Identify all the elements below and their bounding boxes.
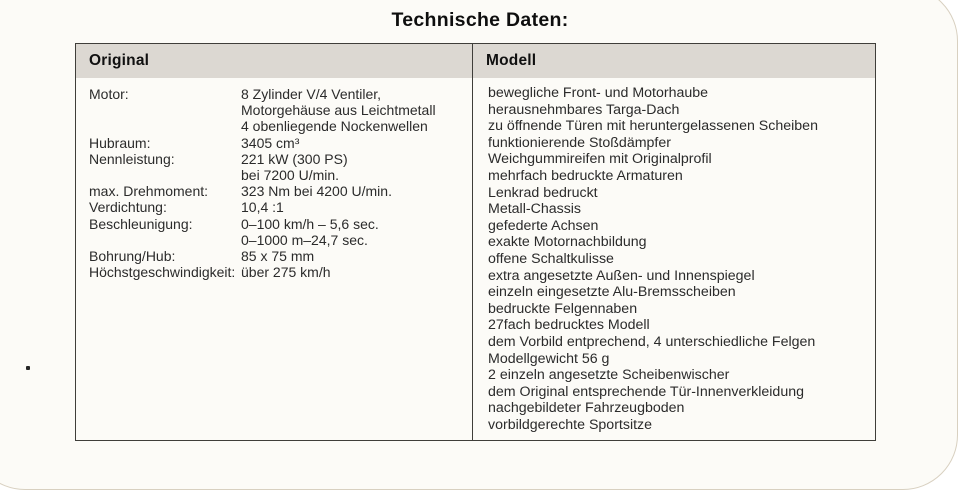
feature-line: extra angesetzte Außen- und Innenspiegel xyxy=(488,267,755,284)
feature-line: offene Schaltkulisse xyxy=(488,250,614,267)
feature-line: 2 einzeln angesetzte Scheibenwischer xyxy=(488,367,730,384)
spec-value: 85 x 75 mm xyxy=(241,248,315,265)
spec-value: über 275 km/h xyxy=(241,264,331,281)
spec-line xyxy=(89,264,472,280)
feature-line: 27fach bedrucktes Modell xyxy=(488,317,650,334)
feature-line: Metall-Chassis xyxy=(488,201,582,218)
spec-value: 323 Nm bei 4200 U/min. xyxy=(241,183,392,200)
spec-value: 10,4 :1 xyxy=(241,199,284,216)
spec-line xyxy=(89,118,472,134)
spec-label xyxy=(89,102,241,118)
feature-line: dem Original entsprechende Tür-Innenverkleidung xyxy=(488,383,804,400)
spec-value: 0–100 km/h – 5,6 sec. xyxy=(241,215,379,232)
speck-dot xyxy=(26,366,30,370)
feature-line: bewegliche Front- und Motorhaube xyxy=(488,85,709,101)
feature-line: vorbildgerechte Sportsitze xyxy=(488,416,653,433)
spec-line xyxy=(89,232,472,248)
spec-line xyxy=(89,216,472,232)
spec-line xyxy=(89,199,472,215)
spec-label: Höchstgeschwindigkeit: xyxy=(89,264,236,281)
spec-line xyxy=(89,248,472,264)
specs-table xyxy=(75,43,876,441)
feature-line: funktionierende Stoßdämpfer xyxy=(488,134,671,151)
feature-line: nachgebildeter Fahrzeugboden xyxy=(488,400,685,417)
spec-line xyxy=(89,135,472,151)
spec-value: 8 Zylinder V/4 Ventiler, xyxy=(241,86,382,102)
feature-line: Lenkrad bedruckt xyxy=(488,184,598,201)
spec-line xyxy=(89,167,472,183)
feature-line: einzeln eingesetzte Alu-Bremsscheiben xyxy=(488,284,736,301)
modell-column-header: Modell xyxy=(473,44,875,78)
spec-value: 221 kW (300 PS) xyxy=(241,150,348,167)
spec-label: Nennleistung: xyxy=(89,150,175,167)
spec-line xyxy=(89,102,472,118)
modell-column xyxy=(473,44,875,440)
feature-line: Modellgewicht 56 g xyxy=(488,350,610,367)
original-column xyxy=(76,44,473,440)
page-title: Technische Daten: xyxy=(391,9,569,31)
spec-label: Verdichtung: xyxy=(89,199,167,216)
feature-line: exakte Motornachbildung xyxy=(488,234,647,251)
feature-line: zu öffnende Türen mit heruntergelassenen Scheiben xyxy=(488,118,818,135)
spec-line xyxy=(89,183,472,199)
original-column-header: Original xyxy=(76,44,472,78)
spec-label: Hubraum: xyxy=(89,134,151,151)
spec-label: Beschleunigung: xyxy=(89,215,193,232)
spec-label: Motor: xyxy=(89,86,129,102)
spec-label xyxy=(89,118,241,134)
spec-label: Bohrung/Hub: xyxy=(89,248,176,265)
feature-line: herausnehmbares Targa-Dach xyxy=(488,101,680,118)
spec-value: 0–1000 m–24,7 sec. xyxy=(241,231,368,248)
feature-line: Weichgummireifen mit Originalprofil xyxy=(488,151,712,168)
spec-label xyxy=(89,167,241,183)
spec-value: 3405 cm³ xyxy=(241,134,300,151)
spec-label: max. Drehmoment: xyxy=(89,183,209,200)
original-spec-list xyxy=(76,78,472,280)
modell-feature-list xyxy=(473,78,875,433)
spec-value: bei 7200 U/min. xyxy=(241,167,340,184)
feature-line: dem Vorbild entprechend, 4 unterschiedliche Felgen xyxy=(488,333,816,350)
spec-label xyxy=(89,232,241,248)
feature-line: mehrfach bedruckte Armaturen xyxy=(488,167,683,184)
spec-value: 4 obenliegende Nockenwellen xyxy=(241,118,428,135)
spec-value: Motorgehäuse aus Leichtmetall xyxy=(241,102,436,119)
spec-line xyxy=(89,86,472,102)
feature-line: bedruckte Felgennaben xyxy=(488,300,638,317)
spec-line xyxy=(89,151,472,167)
feature-line: gefederte Achsen xyxy=(488,217,599,234)
